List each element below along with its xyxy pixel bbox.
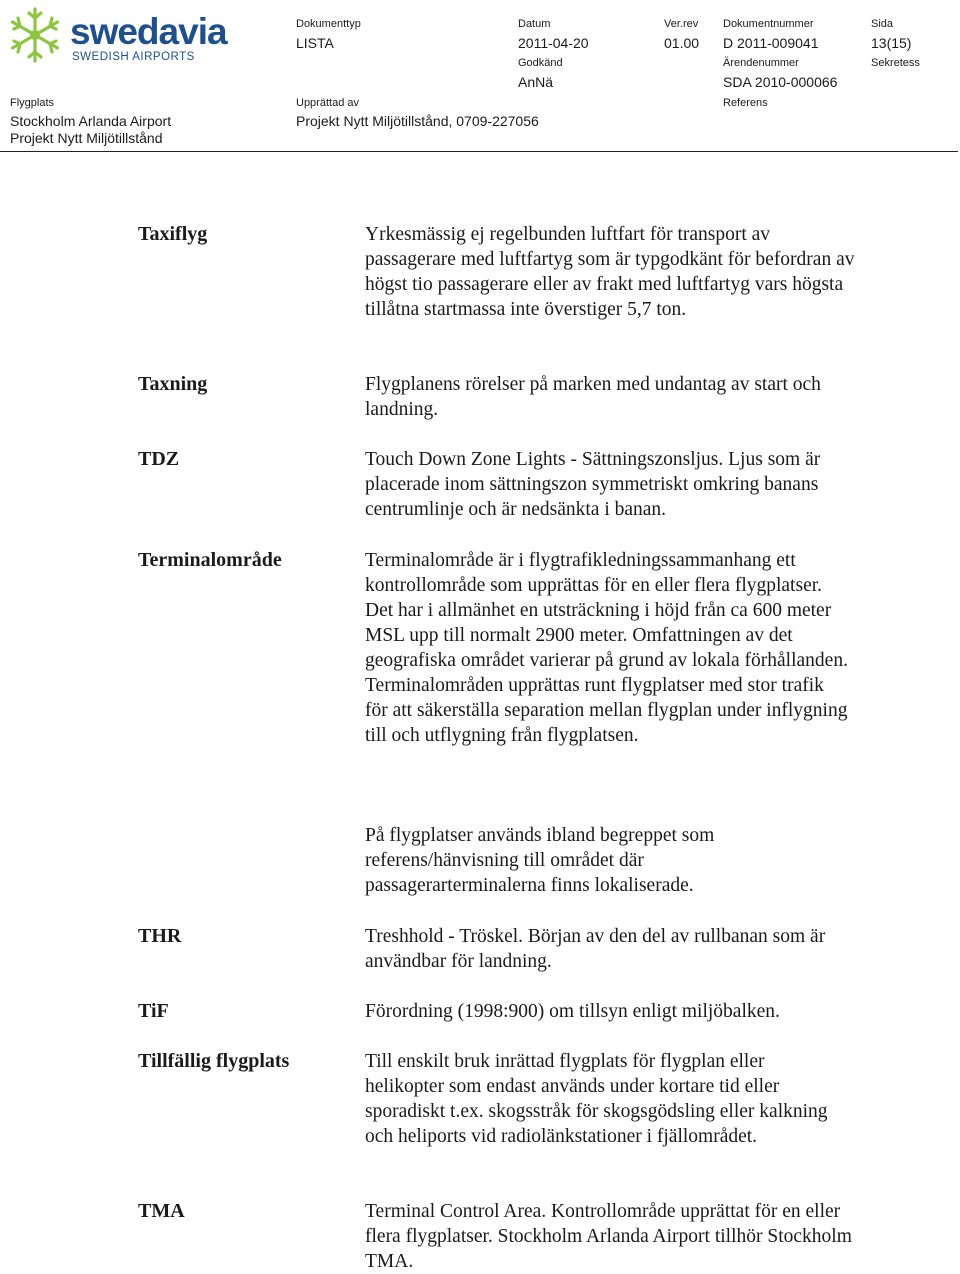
glossary-definition: Yrkesmässig ej regelbunden luftfart för transport av passagerare med luftfartyg som är typgodkänt för befordran av högst tio passagerare eller av frakt med luftfartyg vars högsta tillåtna startmassa inte överstiger 5,7 ton. — [365, 224, 855, 320]
date-label: Datum — [518, 18, 551, 30]
approved-value: AnNä — [518, 74, 554, 90]
case-number-value: SDA 2010-000066 — [723, 74, 838, 90]
glossary-term: Tillfällig flygplats — [138, 1050, 290, 1072]
reference-label: Referens — [723, 97, 768, 109]
glossary-term: TMA — [138, 1200, 185, 1222]
airport-label: Flygplats — [10, 97, 55, 109]
glossary-definition: Terminalområde är i flygtrafikledningssammanhang ett kontrollområde som upprättas för en eller flera flygplatser. Det har i allmänhet en utsträckning i höjd från ca 600 meter MSL upp till normalt 2900 meter. Omfattningen av det geografiska området varierar på grund av lokala förhållanden. Terminalområden upprättas runt flygplatser med stor trafik för att säkerställa separation mellan flygplan under inflygning till och utflygning från flygplatsen. — [365, 550, 848, 746]
date-value: 2011-04-20 — [518, 35, 589, 51]
docnum-value: D 2011-009041 — [723, 35, 819, 51]
doctype-value: LISTA — [296, 35, 334, 51]
glossary-term: Taxning — [138, 373, 208, 395]
brand-name: swedavia — [70, 11, 227, 52]
project-value: Projekt Nytt Miljötillstånd — [10, 130, 163, 146]
doctype-label: Dokumenttyp — [296, 18, 361, 30]
glossary-term: Taxiflyg — [138, 223, 208, 245]
glossary-term: TDZ — [138, 448, 180, 470]
secrecy-label: Sekretess — [871, 57, 920, 69]
glossary-definition: Treshhold - Tröskel. Början av den del av rullbanan som är användbar för landning. — [365, 926, 826, 972]
page-label: Sida — [871, 18, 894, 30]
glossary-term: THR — [138, 925, 182, 947]
glossary-definition: Till enskilt bruk inrättad flygplats för flygplan eller helikopter som endast används under kortare tid eller sporadiskt t.ex. skogsstråk för skogsgödsling eller kalkning och heliports vid radiolänkstationer i fjällområdet. — [365, 1051, 828, 1147]
brand-subtitle: SWEDISH AIRPORTS — [72, 51, 195, 63]
swedavia-snowflake-logo — [4, 4, 66, 66]
header-divider — [0, 151, 958, 152]
glossary-definition: Förordning (1998:900) om tillsyn enligt miljöbalken. — [365, 1001, 780, 1022]
case-number-label: Ärendenummer — [723, 57, 799, 69]
page-value: 13(15) — [871, 35, 912, 51]
glossary-definition-extra: På flygplatser används ibland begreppet som referens/hänvisning till området där passagerarterminalerna finns lokaliserade. — [365, 825, 715, 896]
glossary-definition: Flygplanens rörelser på marken med undantag av start och landning. — [365, 374, 821, 420]
airport-value: Stockholm Arlanda Airport — [10, 113, 172, 129]
glossary-definition: Terminal Control Area. Kontrollområde upprättat för en eller flera flygplatser. Stockholm Arlanda Airport tillhör Stockholm TMA. — [365, 1201, 852, 1272]
approved-label: Godkänd — [518, 57, 563, 69]
version-value: 01.00 — [664, 35, 700, 51]
glossary-term: Terminalområde — [138, 549, 282, 571]
version-label: Ver.rev — [664, 18, 699, 30]
author-value: Projekt Nytt Miljötillstånd, 0709-227056 — [296, 113, 539, 129]
docnum-label: Dokumentnummer — [723, 18, 814, 30]
glossary-definition: Touch Down Zone Lights - Sättningszonsljus. Ljus som är placerade inom sättningszon symmetriskt omkring banans centrumlinje och är nedsänkta i banan. — [365, 449, 821, 520]
glossary-term: TiF — [138, 1000, 169, 1022]
author-label: Upprättad av — [296, 97, 359, 109]
